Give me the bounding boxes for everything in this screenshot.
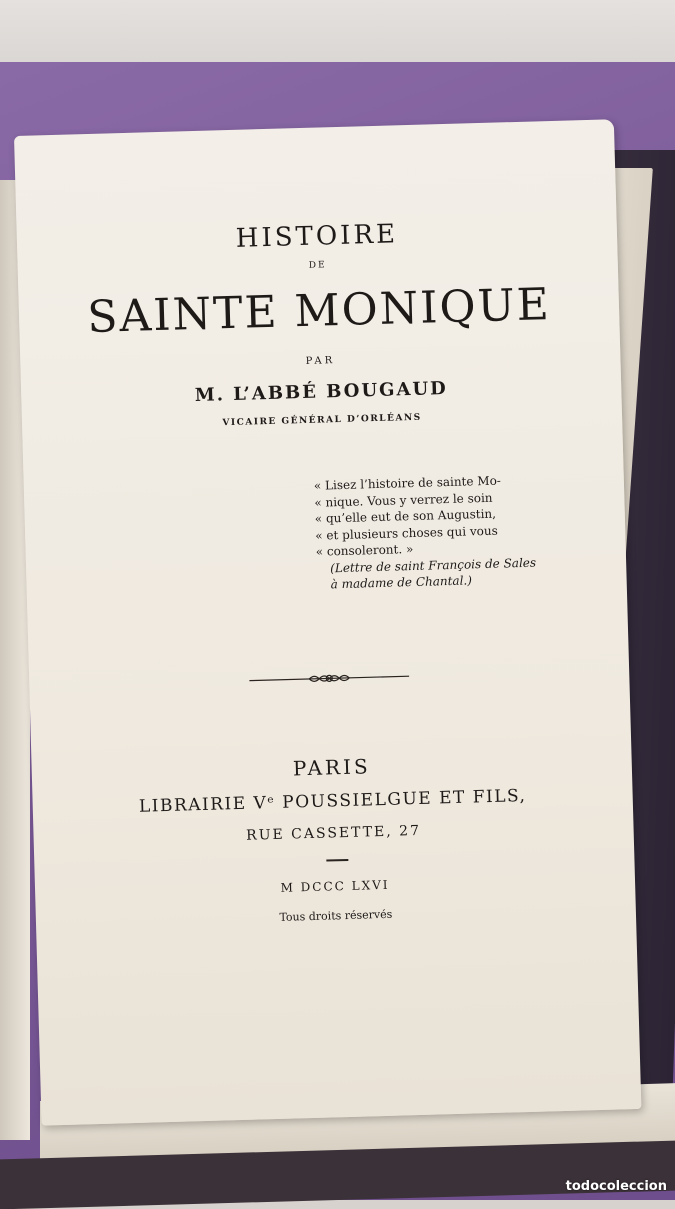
author-title: VICAIRE GÉNÉRAL D’ORLÉANS xyxy=(222,412,422,429)
epigraph-line: « nique. Vous y verrez le soin xyxy=(314,490,493,510)
divider xyxy=(326,859,348,862)
rights-notice: Tous droits réservés xyxy=(279,907,393,924)
by-label: PAR xyxy=(305,355,336,367)
epigraph-line: « et plusieurs choses qui vous xyxy=(315,523,498,543)
imprint-publisher: LIBRAIRIE Vᵉ POUSSIELGUE ET FILS, xyxy=(138,785,527,817)
main-title: SAINTE MONIQUE xyxy=(86,279,552,344)
imprint-address: RUE CASSETTE, 27 xyxy=(245,822,422,844)
epigraph-attribution: à madame de Chantal.) xyxy=(330,573,473,592)
title-page xyxy=(14,119,641,1125)
title-line-1: HISTOIRE xyxy=(235,219,399,254)
ornament-fleuron-icon xyxy=(249,669,409,687)
title-line-2: DE xyxy=(308,260,327,271)
imprint-city: PARIS xyxy=(292,754,371,781)
epigraph xyxy=(314,471,557,593)
imprint-year: M DCCC LXVI xyxy=(280,877,390,895)
watermark-logo: todocoleccion xyxy=(565,1179,667,1194)
epigraph-attribution: (Lettre de saint François de Sales xyxy=(329,555,537,575)
author-name: M. L’ABBÉ BOUGAUD xyxy=(194,377,449,407)
epigraph-line: « Lisez l’histoire de sainte Mo- xyxy=(313,473,502,493)
epigraph-line: « consoleront. » xyxy=(315,542,414,559)
epigraph-line: « qu’elle eut de son Augustin, xyxy=(314,506,497,526)
